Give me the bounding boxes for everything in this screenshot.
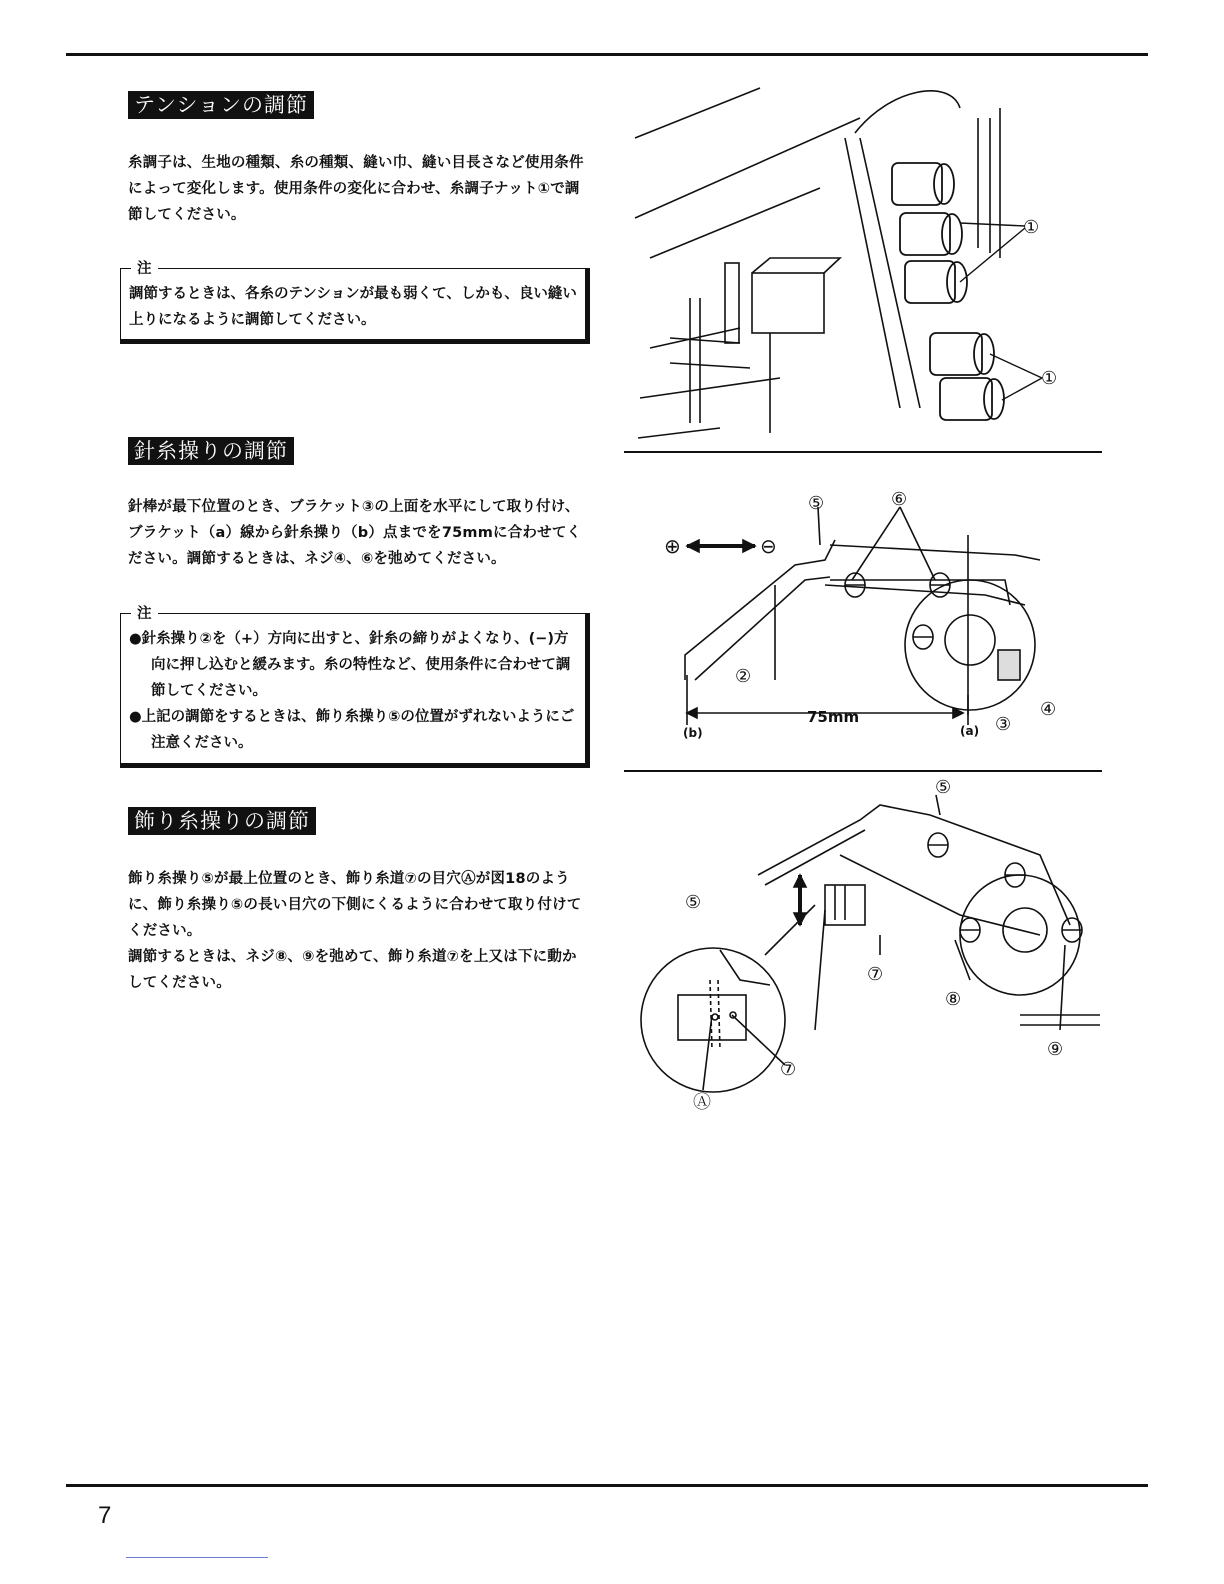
note-text: 調節するときは、各糸のテンションが最も弱くて、しかも、良い縫い上りになるように調節してください。 xyxy=(129,286,577,328)
note-label: 注 xyxy=(131,257,158,278)
label-3: ③ xyxy=(995,714,1012,735)
label-6: ⑥ xyxy=(891,489,908,510)
label-1a: ① xyxy=(1023,217,1040,238)
top-rule xyxy=(66,53,1148,56)
note-label: 注 xyxy=(131,602,158,623)
label-9: ⑨ xyxy=(1047,1039,1064,1060)
note-needle-take-up xyxy=(120,606,590,768)
label-5-detail: ⑤ xyxy=(685,892,702,913)
bottom-rule xyxy=(66,1484,1148,1487)
figure-needle-take-up xyxy=(655,485,1075,755)
page-number: 7 xyxy=(98,1502,112,1529)
label-7: ⑦ xyxy=(867,964,884,985)
point-b: (b) xyxy=(683,726,703,740)
figure-divider-1 xyxy=(624,451,1102,453)
figure-divider-2 xyxy=(624,770,1102,772)
label-1b: ① xyxy=(1041,368,1058,389)
figure-tension xyxy=(630,78,1090,443)
figure-decor-take-up xyxy=(640,775,1110,1115)
link-underline xyxy=(126,1557,268,1558)
label-a: Ⓐ xyxy=(693,1092,711,1113)
label-5: ⑤ xyxy=(808,493,825,514)
para-needle-take-up: 針棒が最下位置のとき、ブラケット③の上面を水平にして取り付け、ブラケット（a）線から針糸操り（b）点までを75mmに合わせてください。調節するときは、ネジ④、⑥を弛めてください。 xyxy=(128,499,582,567)
point-a: (a) xyxy=(960,724,980,738)
note-bullet-1: ●針糸操り②を（+）方向に出すと、針糸の締りがよくなり、(−)方向に押し込むと緩みます。糸の特性など、使用条件に合わせて調節してください。 xyxy=(129,631,571,699)
label-5-top: ⑤ xyxy=(935,777,952,798)
label-8: ⑧ xyxy=(945,989,962,1010)
para-decor-take-up: 飾り糸操り⑤が最上位置のとき、飾り糸道⑦の目穴Ⓐが図18のように、飾り糸操り⑤の長い目穴の下側にくるように合わせて取り付けてください。 xyxy=(128,871,582,939)
heading-decor-take-up: 飾り糸操りの調節 xyxy=(128,807,316,835)
heading-needle-take-up: 針糸操りの調節 xyxy=(128,437,294,465)
note-bullet-2: ●上記の調節をするときは、飾り糸操り⑤の位置がずれないようにご注意ください。 xyxy=(129,709,575,751)
para-tension: 糸調子は、生地の種類、糸の種類、縫い巾、縫い目長さなど使用条件によって変化します。使用条件の変化に合わせ、糸調子ナット①で調節してください。 xyxy=(128,155,584,223)
heading-tension: テンションの調節 xyxy=(128,91,314,119)
label-7-detail: ⑦ xyxy=(780,1059,797,1080)
plus-symbol: ⊕ xyxy=(664,534,681,558)
label-4: ④ xyxy=(1040,699,1057,720)
dimension-75mm: 75mm xyxy=(807,708,860,726)
para-decor-take-up-2: 調節するときは、ネジ⑧、⑨を弛めて、飾り糸道⑦を上又は下に動かしてください。 xyxy=(128,949,577,991)
minus-symbol: ⊖ xyxy=(760,534,777,558)
label-2: ② xyxy=(735,666,752,687)
note-tension xyxy=(120,261,590,344)
